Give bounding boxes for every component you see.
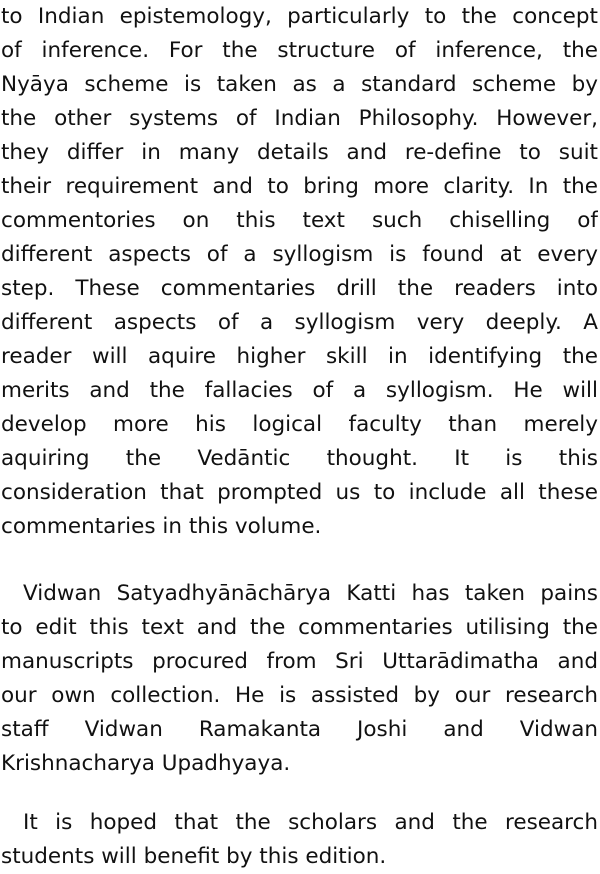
paragraph-spacer <box>1 781 598 806</box>
text-line: Vidwan Satyadhyānāchārya Katti has taken pains <box>23 581 598 606</box>
text-line: their requirement and to bring more clarity. In the <box>1 174 598 199</box>
text-line: merits and the fallacies of a syllogism. He will <box>1 378 598 403</box>
text-line: to edit this text and the commentaries utilising the <box>1 615 598 640</box>
paragraph-spacer <box>1 544 598 577</box>
paragraph-2 <box>1 577 598 781</box>
text-line: our own collection. He is assisted by our research <box>1 683 598 708</box>
text-line: they differ in many details and re-define to suit <box>1 140 598 165</box>
text-line: staff Vidwan Ramakanta Joshi and Vidwan <box>1 717 598 742</box>
paragraph-1 <box>1 0 598 544</box>
text-line: Nyāya scheme is taken as a standard scheme by <box>1 72 598 97</box>
text-line: students will benefit by this edition. <box>1 844 387 869</box>
text-line: consideration that prompted us to include all these <box>1 480 598 505</box>
text-line: of inference. For the structure of inference, the <box>1 38 598 63</box>
text-line: to Indian epistemology, particularly to the concept <box>1 4 598 29</box>
text-line: commentories on this text such chiselling of <box>1 208 598 233</box>
text-line: the other systems of Indian Philosophy. However, <box>1 106 598 131</box>
text-line: commentaries in this volume. <box>1 514 322 539</box>
text-line: reader will aquire higher skill in identifying the <box>1 344 598 369</box>
text-line: It is hoped that the scholars and the research <box>23 810 598 835</box>
text-line: develop more his logical faculty than merely <box>1 412 598 437</box>
paragraph-3 <box>1 806 598 874</box>
text-line: Krishnacharya Upadhyaya. <box>1 751 291 776</box>
text-line: aquiring the Vedāntic thought. It is this <box>1 446 598 471</box>
text-line: manuscripts procured from Sri Uttarādimatha and <box>1 649 598 674</box>
text-line: different aspects of a syllogism very deeply. A <box>1 310 598 335</box>
text-line: different aspects of a syllogism is found at every <box>1 242 598 267</box>
text-line: step. These commentaries drill the readers into <box>1 276 598 301</box>
